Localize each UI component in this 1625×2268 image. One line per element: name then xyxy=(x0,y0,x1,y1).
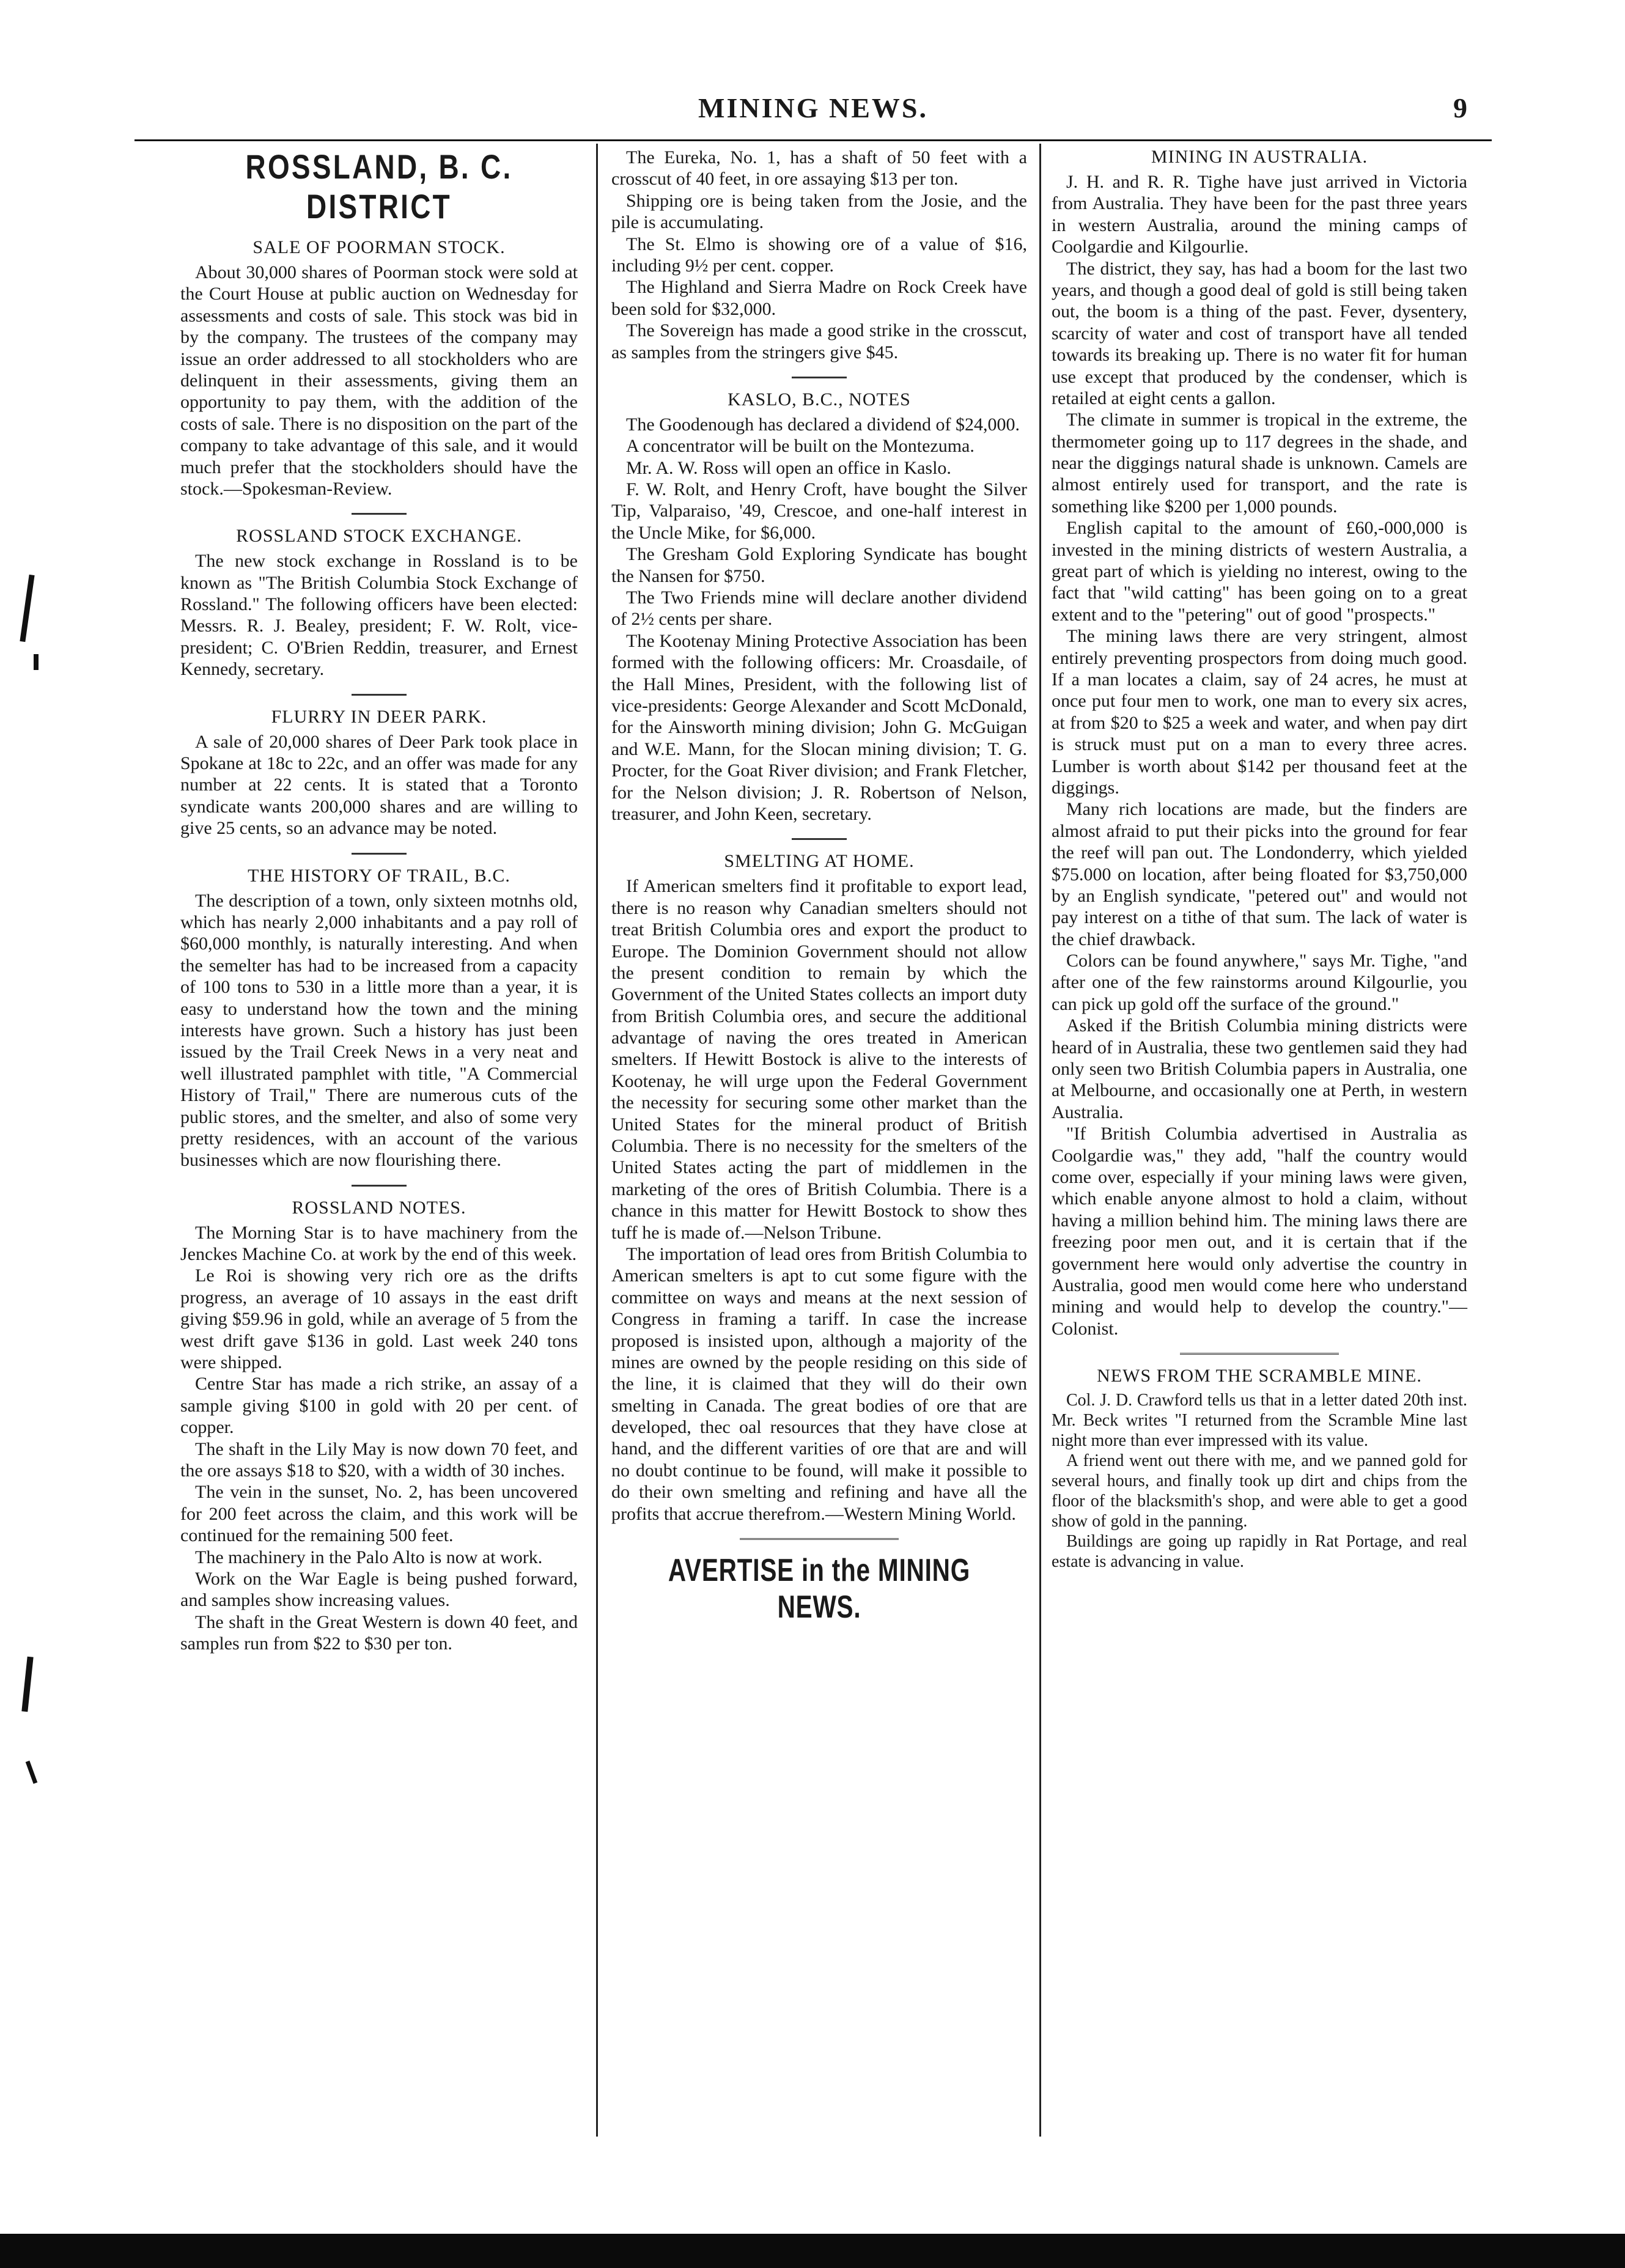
article-paragraph: The Two Friends mine will declare another dividend of 2½ cents per share. xyxy=(611,587,1027,630)
article-paragraph: Col. J. D. Crawford tells us that in a letter dated 20th inst. Mr. Beck writes "I returned from the Scramble Mine last night more than ever impressed with its value. xyxy=(1052,1391,1467,1451)
newspaper-title: MINING NEWS. xyxy=(698,92,928,123)
article-paragraph: About 30,000 shares of Poorman stock were sold at the Court House at public auction on Wednesday for assessments and costs of sale. This stock was bid in by the company. The trustees of the company may issue an order addressed to all stockholders who are delinquent in their assessments, giving them an opportunity to pay them, with the addition of the costs of sale. There is no disposition on the part of the company to take advantage of this sale, and it would much prefer that the stockholders should have the stock.—Spokesman-Review. xyxy=(180,262,578,499)
article-paragraph: The Eureka, No. 1, has a shaft of 50 feet with a crosscut of 40 feet, in ore assaying $13 per ton. xyxy=(611,147,1027,190)
section-divider xyxy=(792,377,847,378)
column-2 xyxy=(611,147,1027,1626)
article-paragraph: J. H. and R. R. Tighe have just arrived in Victoria from Australia. They have been for the past three years in western Australia, around the mining camps of Coolgardie and Kilgourlie. xyxy=(1052,172,1467,257)
article-paragraph: The description of a town, only sixteen motnhs old, which has nearly 2,000 inhabitants and a pay roll of $60,000 monthly, is naturally interesting. And when the semelter has had to be increased from a capacity of 100 tons to 530 in a little more than a year, it is easy to understand how the town and the mining interests have grown. Such a history has just been issued by the Trail Creek News in a very neat and well illustrated pamphlet with title, "A Commercial History of Trail," There are numerous cuts of the public stores, and the smelter, and also of some very pretty residences, with an account of the various businesses which are now flourishing there. xyxy=(180,890,578,1171)
article-headline: KASLO, B.C., NOTES xyxy=(728,389,911,410)
article-headline: MINING IN AUSTRALIA. xyxy=(1151,147,1368,167)
article-paragraph: A concentrator will be built on the Montezuma. xyxy=(626,436,975,457)
section-divider xyxy=(352,1185,407,1187)
article-paragraph: English capital to the amount of £60,-000,000 is invested in the mining districts of western Australia, a great part of which is yielding no interest, owing to the fact that "wild catting" has been going on to a great extent and to the "petering" out of good "prospects." xyxy=(1052,518,1467,625)
article-paragraph: The St. Elmo is showing ore of a value of $16, including 9½ per cent. copper. xyxy=(611,234,1027,276)
article-paragraph: Work on the War Eagle is being pushed forward, and samples show increasing values. xyxy=(180,1568,578,1611)
article-scramble-mine xyxy=(1052,1366,1467,1572)
article-headline: NEWS FROM THE SCRAMBLE MINE. xyxy=(1097,1366,1422,1386)
margin-mark xyxy=(34,654,39,670)
article-headline: SMELTING AT HOME. xyxy=(724,851,915,872)
page-number: 9 xyxy=(1453,92,1467,123)
article-mining-in-australia xyxy=(1052,147,1467,1339)
article-headline: SALE OF POORMAN STOCK. xyxy=(252,237,506,257)
article-paragraph: The climate in summer is tropical in the extreme, the thermometer going up to 117 degrees in the shade, and near the diggings natural shade is unknown. Camels are almost entirely used for transport, and the rate is something like $200 per 1,000 pounds. xyxy=(1052,410,1467,517)
article-paragraph: Buildings are going up rapidly in Rat Portage, and real estate is advancing in value. xyxy=(1052,1532,1467,1572)
scan-bottom-bar xyxy=(0,2234,1625,2268)
article-paragraph: "If British Columbia advertised in Australia as Coolgardie was," they add, "half the country would come over, especially if your mining laws were given, which enable anyone almost to hold a claim, without having a million behind him. The mining laws there are freezing poor men out, and it is certain that if the government here would only advertise the country in Australia, good men would come here who understand mining and would help to develop the country."—Colonist. xyxy=(1052,1124,1467,1339)
article-paragraph: The Goodenough has declared a dividend of $24,000. xyxy=(626,414,1020,435)
section-divider xyxy=(740,1538,899,1540)
article-paragraph: The vein in the sunset, No. 2, has been uncovered for 200 feet across the claim, and this work will be continued for the remaining 500 feet. xyxy=(180,1482,578,1546)
article-paragraph: Mr. A. W. Ross will open an office in Kaslo. xyxy=(626,457,951,478)
section-divider xyxy=(352,694,407,696)
article-rossland-notes xyxy=(180,1198,578,1655)
article-history-of-trail xyxy=(180,866,578,1171)
article-paragraph: The district, they say, has had a boom for the last two years, and though a good deal of gold is still being taken out, the boom is a thing of the past. Fever, dysentery, scarcity of water and cost of transport have all tended towards its breaking up. There is no water fit for human use except that produced by the condenser, which is retailed at eight cents a gallon. xyxy=(1052,258,1467,408)
section-divider xyxy=(352,853,407,855)
column-1 xyxy=(180,147,578,1668)
margin-mark xyxy=(20,575,34,642)
article-rossland-notes-continued xyxy=(611,147,1027,363)
article-poorman-stock xyxy=(180,237,578,499)
article-paragraph: Asked if the British Columbia mining districts were heard of in Australia, these two gentlemen said they had only seen two British Columbia papers in Australia, one at Melbourne, and occasionally one at Perth, in western Australia. xyxy=(1052,1015,1467,1122)
article-paragraph: Shipping ore is being taken from the Josie, and the pile is accumulating. xyxy=(611,190,1027,233)
article-paragraph: The new stock exchange in Rossland is to be known as "The British Columbia Stock Exchange of Rossland." The following officers have been elected: Messrs. R. J. Bealey, president; F. W. Rolt, vice-president; C. O'Brien Reddin, treasurer, and Ernest Kennedy, secretary. xyxy=(180,551,578,680)
article-headline: ROSSLAND NOTES. xyxy=(292,1197,466,1218)
article-paragraph: Many rich locations are made, but the finders are almost afraid to put their picks into the ground for fear the reef will pan out. The Londonderry, which yielded $75.000 on location, after being floated for $3,750,000 by an English syndicate, "petered out" and would not pay interest on a tithe of that sum. The lack of water is the chief drawback. xyxy=(1052,799,1467,949)
column-3 xyxy=(1052,147,1467,1585)
article-paragraph: The Morning Star is to have machinery from the Jenckes Machine Co. at work by the end of this week. xyxy=(180,1222,578,1265)
article-paragraph: If American smelters find it profitable to export lead, there is no reason why Canadian smelters should not treat British Columbia ores and export the product to Europe. The Dominion Government should not allow the present condition to remain by which the Government of the United States collects an import duty from British Columbia ores, and secure the additional advantage of naving the ores treated in American smelters. If Hewitt Bostock is alive to the interests of Kootenay, he will urge upon the Federal Government the necessity for securing some other market than the United States for the mineral product of British Columbia. There is no necessity for the smelters of the United States acting the part of middlemen in the marketing of the ores of British Columbia. There is a chance in this matter for Hewitt Bostock to show thes tuff he is made of.—Nelson Tribune. xyxy=(611,876,1027,1243)
article-headline: THE HISTORY OF TRAIL, B.C. xyxy=(248,865,510,886)
article-headline: FLURRY IN DEER PARK. xyxy=(271,706,487,727)
article-headline: ROSSLAND STOCK EXCHANGE. xyxy=(236,526,522,547)
article-stock-exchange xyxy=(180,526,578,680)
article-paragraph: The mining laws there are very stringent, almost entirely preventing prospectors from doing much good. If a man locates a claim, say of 24 acres, he must at once put four men to work, one man to every six acres, at from $20 to $25 a week and water, and when pay dirt is struck must put on a man to every three acres. Lumber is worth about $142 per thousand feet at the diggings. xyxy=(1052,626,1467,798)
margin-mark xyxy=(26,1761,38,1784)
advertisement-banner: AVERTISE in the MINING NEWS. xyxy=(668,1553,971,1626)
margin-mark xyxy=(21,1657,33,1712)
article-paragraph: The machinery in the Palo Alto is now at work. xyxy=(195,1547,543,1567)
section-divider xyxy=(792,838,847,840)
article-paragraph: Colors can be found anywhere," says Mr. Tighe, "and after one of the few rainstorms around Kilgourlie, you can pick up gold off the surface of the ground." xyxy=(1052,951,1467,1014)
article-smelting-at-home xyxy=(611,851,1027,1525)
column-rule-2 xyxy=(1039,144,1041,2137)
article-paragraph: The Kootenay Mining Protective Association has been formed with the following officers: Mr. Croasdaile, of the Hall Mines, President, with the following list of vice-presidents: George Alexander and Scott McDonald, for the Ainsworth mining division; John G. McGuigan and W.E. Mann, for the Slocan mining division; T. G. Procter, for the Goat River division; and Frank Fletcher, for the Nelson division; J. R. Robertson of Nelson, treasurer, and John Keen, secretary. xyxy=(611,630,1027,824)
article-paragraph: The importation of lead ores from British Columbia to American smelters is apt to cut some figure with the committee on ways and means at the next session of Congress in framing a tariff. In case the increase proposed is insisted upon, although a majority of the mines are owned by the people residing on this side of the line, it is claimed that they will do their own smelting in Canada. The great bodies of ore that are developed, thec oal resources that they have close at hand, and the different varities of ore that are and will no doubt continue to be found, will make it possible to do their own smelting and refining and have all the profits that accrue therefrom.—Western Mining World. xyxy=(611,1243,1027,1524)
section-divider xyxy=(1180,1353,1339,1355)
article-deer-park xyxy=(180,707,578,839)
column-rule-1 xyxy=(596,144,598,2137)
article-paragraph: A sale of 20,000 shares of Deer Park took place in Spokane at 18c to 22c, and an offer was made for any number at 22 cents. It is stated that a Toronto syndicate wants 200,000 shares and are willing to give 25 cents, so an advance may be noted. xyxy=(180,731,578,839)
article-paragraph: The Gresham Gold Exploring Syndicate has bought the Nansen for $750. xyxy=(611,544,1027,586)
article-kaslo-notes xyxy=(611,389,1027,825)
article-paragraph: The Sovereign has made a good strike in the crosscut, as samples from the stringers give $45. xyxy=(611,320,1027,363)
article-paragraph: The Highland and Sierra Madre on Rock Creek have been sold for $32,000. xyxy=(611,277,1027,319)
article-paragraph: F. W. Rolt, and Henry Croft, have bought the Silver Tip, Valparaiso, '49, Crescoe, and one-half interest in the Uncle Mike, for $6,000. xyxy=(611,479,1027,543)
article-paragraph: A friend went out there with me, and we panned gold for several hours, and finally took up dirt and chips from the floor of the blacksmith's shop, and were able to get a good show of gold in the panning. xyxy=(1052,1451,1467,1531)
district-masthead: ROSSLAND, B. C. DISTRICT xyxy=(245,147,513,226)
article-paragraph: Le Roi is showing very rich ore as the drifts progress, an average of 10 assays in the east drift giving $59.96 in gold, while an average of 5 from the west drift gave $136 in gold. Last week 240 tons were shipped. xyxy=(180,1265,578,1373)
article-paragraph: Centre Star has made a rich strike, an assay of a sample giving $100 in gold with 20 per cent. of copper. xyxy=(180,1374,578,1438)
header-rule xyxy=(134,139,1492,141)
section-divider xyxy=(352,513,407,515)
article-paragraph: The shaft in the Great Western is down 40 feet, and samples run from $22 to $30 per ton. xyxy=(180,1611,578,1654)
page-header xyxy=(134,92,1492,134)
article-paragraph: The shaft in the Lily May is now down 70 feet, and the ore assays $18 to $20, with a width of 30 inches. xyxy=(180,1438,578,1481)
